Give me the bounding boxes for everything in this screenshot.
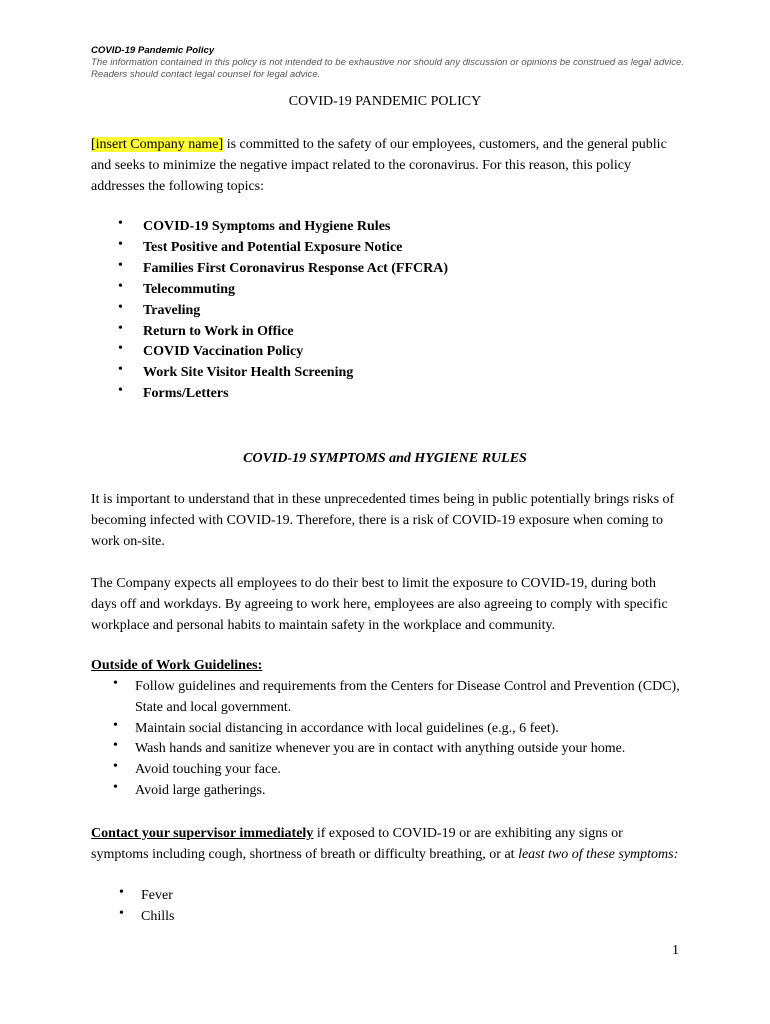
list-item: • Return to Work in Office (118, 320, 294, 339)
bullet-icon: • (118, 362, 123, 378)
bullet-icon: • (113, 676, 118, 691)
paragraph-risk: It is important to understand that in these unprecedented times being in public potentially brings risks of becoming infected with COVID-19. Therefore, there is a risk of COVID-19 exposure when coming to work on-site. (91, 492, 675, 549)
topics-list (118, 217, 448, 405)
bullet-icon: • (113, 759, 118, 775)
outside-work-heading: Outside of Work Guidelines: (91, 658, 263, 673)
bullet-icon: • (119, 885, 124, 900)
contact-supervisor-emphasis: Contact your supervisor immediately (91, 826, 314, 841)
document-title: COVID-19 PANDEMIC POLICY (288, 94, 482, 109)
bullet-icon: • (119, 905, 124, 921)
intro-text: is committed to the safety of our employees, customers, and the general public and seeks to minimize the negative impact related to the coronavirus. For this reason, this policy addresses the following topics: (91, 137, 667, 194)
list-item: • Wash hands and sanitize whenever you are in contact with anything outside your home. (113, 738, 626, 757)
list-item: • COVID Vaccination Policy (118, 341, 304, 360)
bullet-icon: • (118, 216, 123, 231)
bullet-icon: • (113, 779, 118, 795)
symptoms-list (119, 886, 174, 928)
list-item: • Fever (119, 885, 173, 903)
list-item: • Avoid large gatherings. (113, 779, 266, 798)
bullet-icon: • (113, 738, 118, 754)
company-name-placeholder[interactable]: [insert Company name] (91, 137, 224, 152)
list-item: • Telecommuting (118, 278, 236, 297)
bullet-icon: • (118, 278, 123, 294)
bullet-icon: • (118, 236, 123, 252)
bullet-icon: • (118, 320, 123, 336)
header-disclaimer: The information contained in this policy is not intended to be exhaustive nor should any discussion or opinions be construed as legal advice. Readers should contact legal counsel for legal advice. (91, 57, 685, 80)
paragraph-expectations: The Company expects all employees to do their best to limit the exposure to COVID-19, during both days off and workdays. By agreeing to work here, employees are also agreeing to comply with specific workplace and personal habits to maintain safety in the workplace and community. (91, 576, 668, 633)
list-item: • Work Site Visitor Health Screening (118, 362, 354, 381)
bullet-icon: • (118, 341, 123, 357)
list-item: • Follow guidelines and requirements from the Centers for Disease Control and Prevention (CDC), State and local government. (113, 676, 680, 715)
list-item: • Maintain social distancing in accordance with local guidelines (e.g., 6 feet). (113, 717, 559, 736)
contact-text: if exposed to COVID-19 or are exhibiting any signs or symptoms including cough, shortness of breath or difficulty breathing, or at (91, 826, 623, 862)
outside-guidelines-list (113, 677, 683, 802)
list-item: • Avoid touching your face. (113, 759, 281, 778)
bullet-icon: • (118, 383, 123, 399)
list-item: • Chills (119, 905, 175, 924)
list-item: • Traveling (118, 299, 201, 318)
list-item: • Families First Coronavirus Response Act (FFCRA) (118, 257, 448, 276)
section-title: COVID-19 SYMPTOMS and HYGIENE RULES (243, 451, 527, 466)
page-header (91, 45, 691, 81)
bullet-icon: • (118, 299, 123, 315)
list-item: • COVID-19 Symptoms and Hygiene Rules (118, 216, 391, 234)
list-item: • Test Positive and Potential Exposure Notice (118, 236, 403, 255)
intro-paragraph (91, 134, 681, 197)
contact-italic: least two of these symptoms: (518, 847, 679, 862)
page-number: 1 (672, 943, 679, 958)
header-title: COVID-19 Pandemic Policy (91, 45, 215, 56)
bullet-icon: • (113, 717, 118, 733)
contact-supervisor-paragraph (91, 823, 681, 865)
list-item: • Forms/Letters (118, 383, 229, 402)
bullet-icon: • (118, 257, 123, 273)
